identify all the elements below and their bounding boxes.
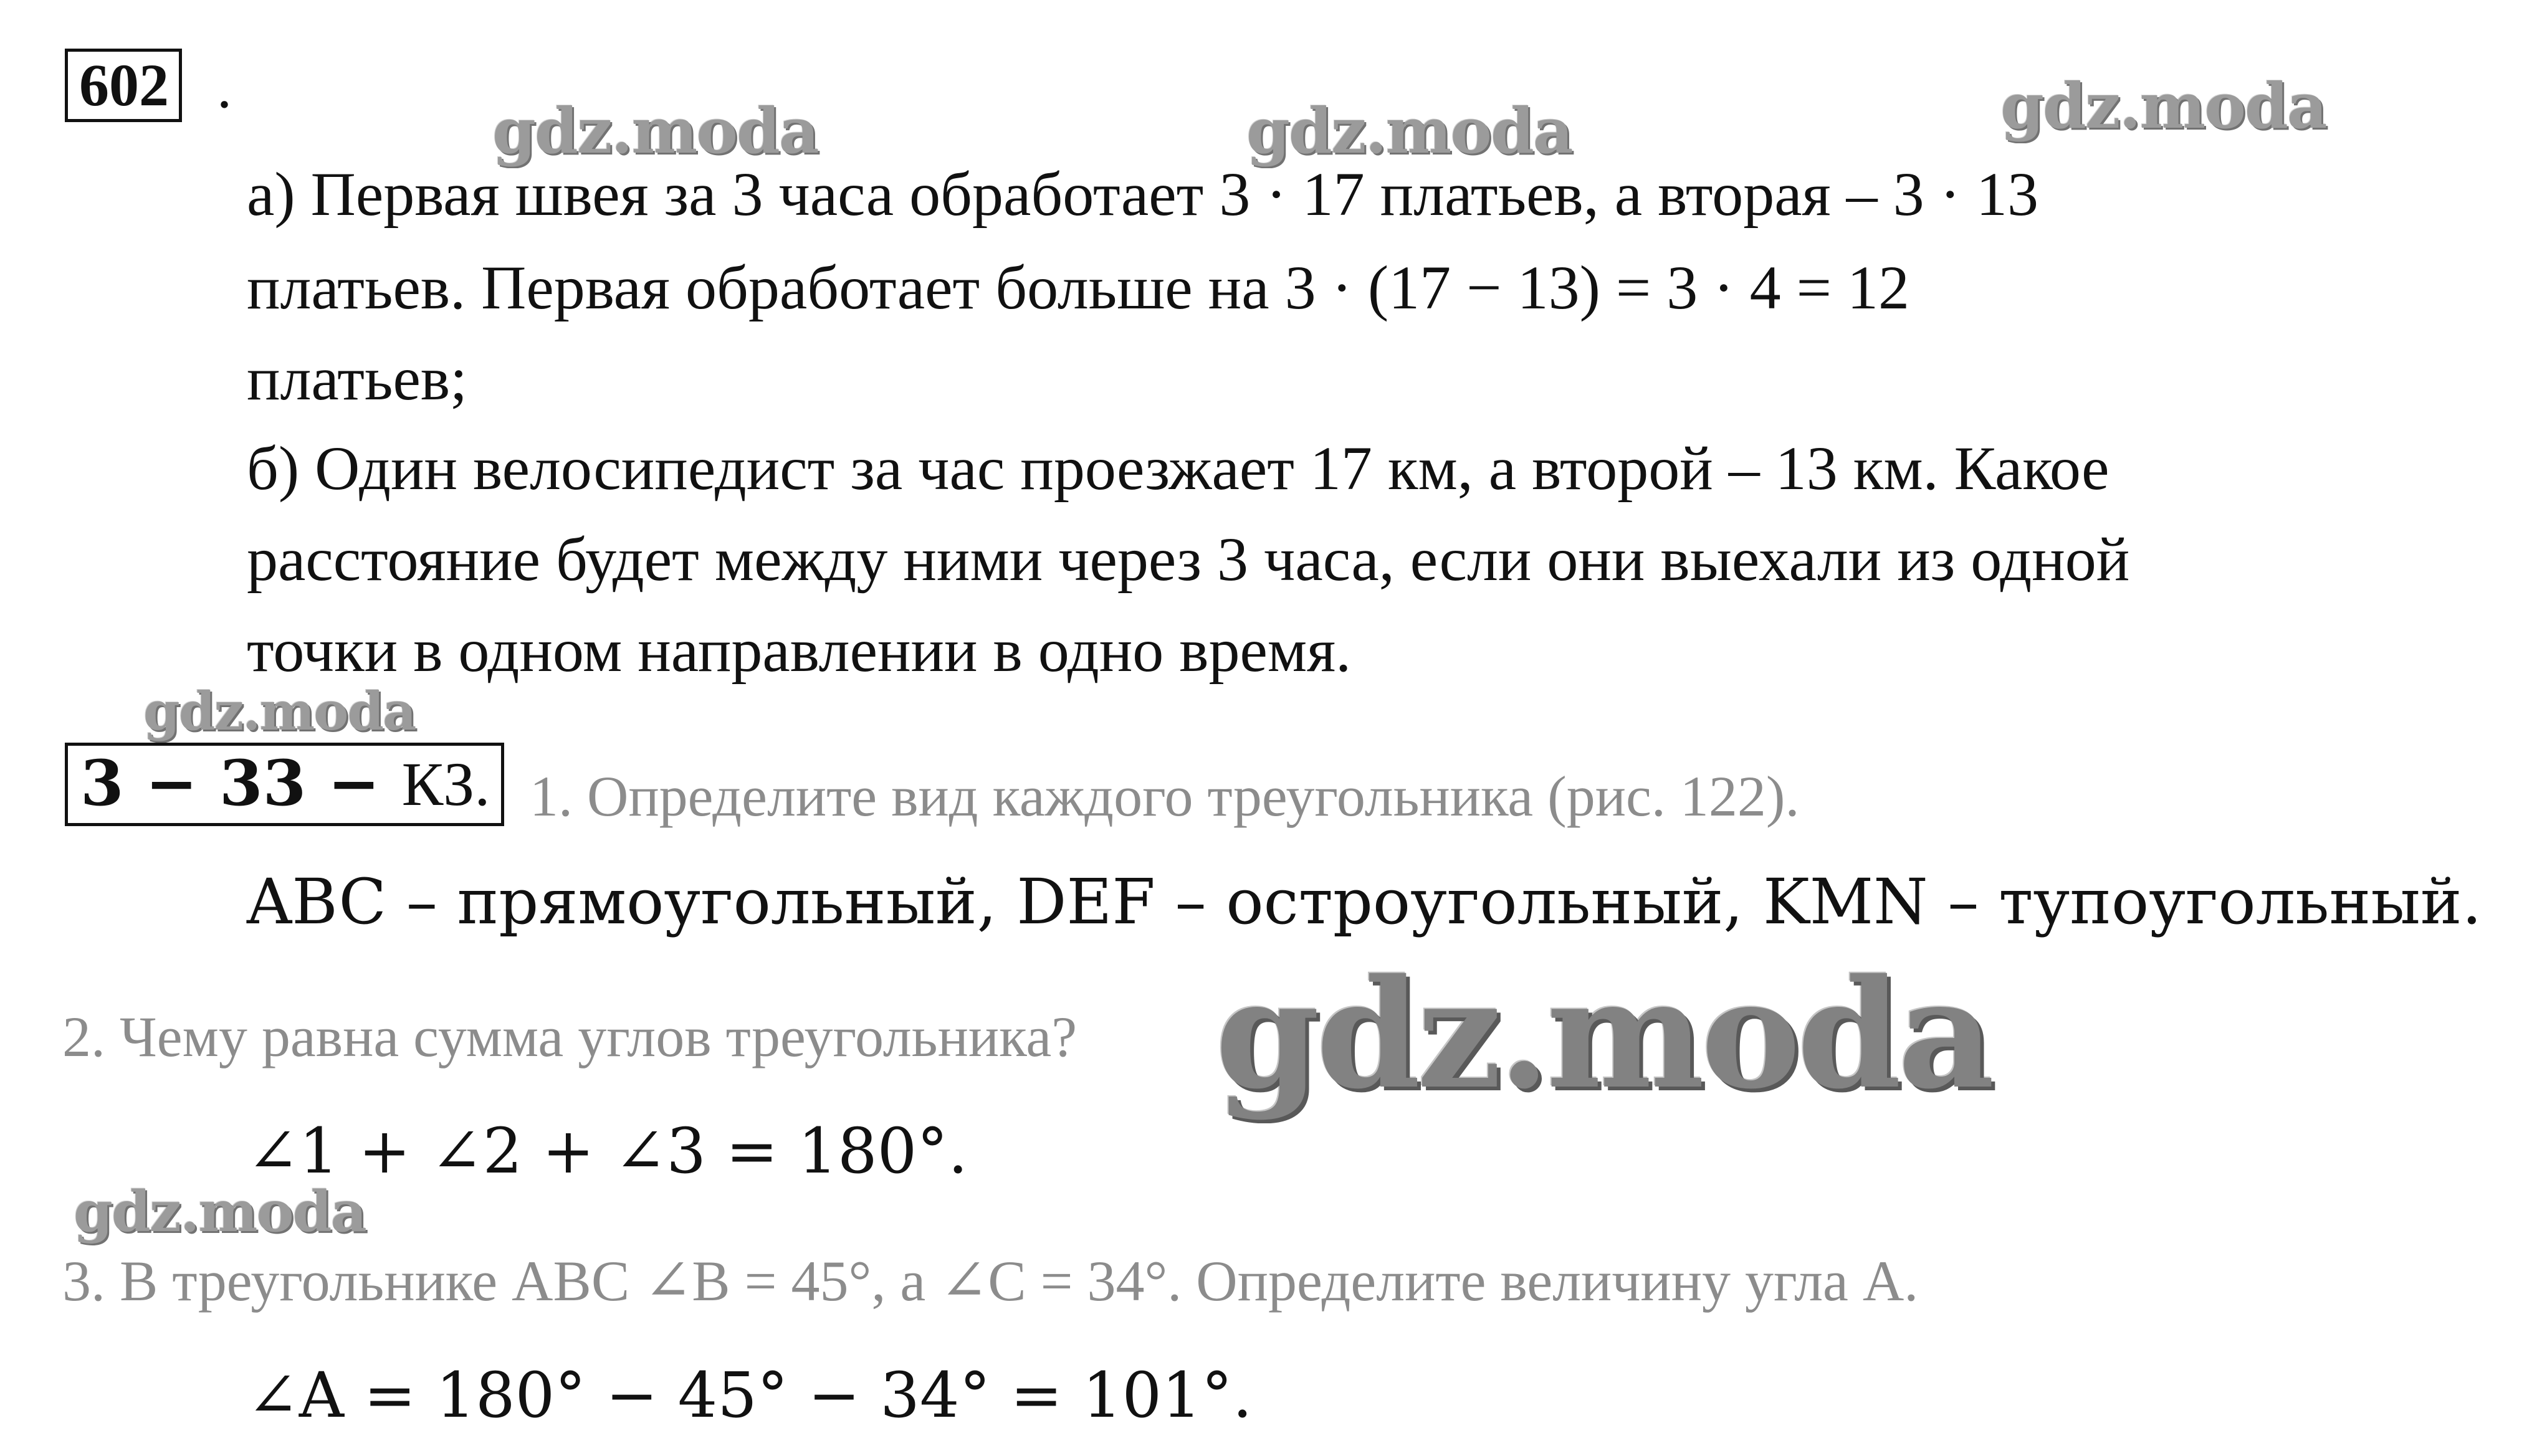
problem-text-line: б) Один велосипедист за час проезжает 17 км, а второй – 13 км. Какое: [247, 434, 2109, 503]
problem-number: 602: [65, 49, 182, 122]
problem-text-line: расстояние будет между ними через 3 часа, если они выехали из одной: [247, 525, 2130, 594]
watermark-logo: gdz.moda: [1246, 94, 1572, 168]
problem-text-line: платьев;: [247, 344, 467, 413]
problem-text-line: точки в одном направлении в одно время.: [247, 616, 1352, 685]
question-text: 1. Определите вид каждого треугольника (рис. 122).: [530, 764, 1800, 828]
question-text: 3. В треугольнике ABC ∠B = 45°, а ∠C = 34°. Определите величину угла A.: [62, 1249, 1919, 1313]
control-task-label-suffix: КЗ.: [401, 749, 490, 819]
problem-text-line: а) Первая швея за 3 часа обработает 3 · 17 платьев, а вторая – 3 · 13: [247, 159, 2038, 229]
watermark-logo: gdz.moda: [2000, 69, 2326, 143]
control-task-label-number: 3 − 33 −: [80, 746, 402, 820]
control-task-label: [65, 743, 504, 826]
answer-text: ∠1 + ∠2 + ∠3 = 180°.: [247, 1115, 968, 1187]
problem-text-line: платьев. Первая обработает больше на 3 · (17 − 13) = 3 · 4 = 12: [247, 253, 1909, 322]
problem-number-suffix: .: [217, 54, 232, 120]
watermark-logo: gdz.moda: [143, 680, 416, 742]
question-text: 2. Чему равна сумма углов треугольника?: [62, 1005, 1077, 1068]
answer-text: ∠A = 180° − 45° − 34° = 101°.: [247, 1359, 1253, 1432]
watermark-logo: gdz.moda: [492, 94, 818, 168]
watermark-logo: gdz.moda: [74, 1179, 366, 1245]
answer-text: ABC – прямоугольный, DEF – остроугольный, KMN – тупоугольный.: [247, 865, 2482, 938]
watermark-logo: gdz.moda: [1215, 946, 1991, 1122]
